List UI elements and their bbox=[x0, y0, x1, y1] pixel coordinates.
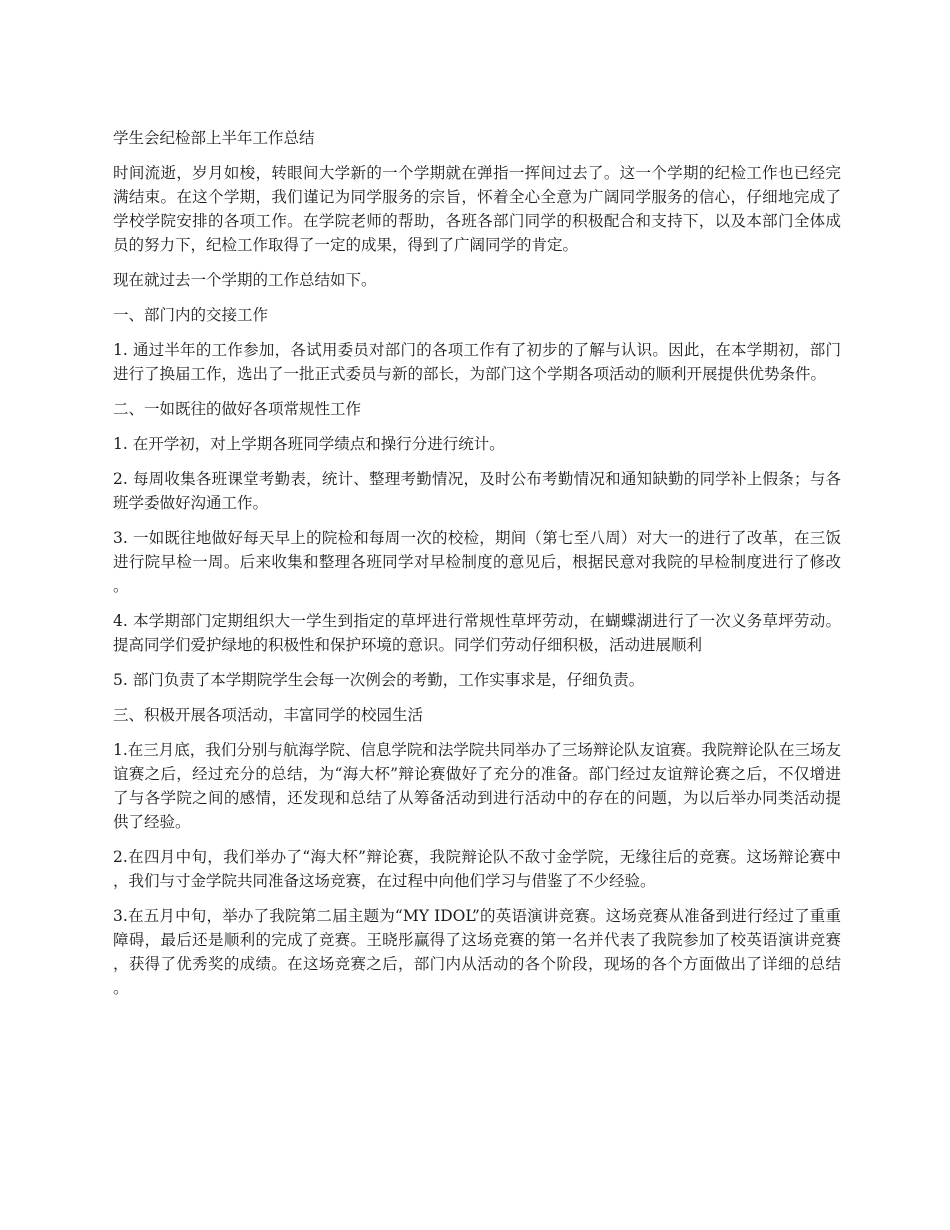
list-item: 1. 通过半年的工作参加，各试用委员对部门的各项工作有了初步的了解与认识。因此，在本学期初，部门进行了换届工作，选出了一批正式委员与新的部长，为部门这个学期各项活动的顺利开展提供优势条件。 bbox=[113, 341, 841, 383]
paragraph-summary-lead: 现在就过去一个学期的工作总结如下。 bbox=[113, 271, 377, 289]
list-item: 1.在三月底，我们分别与航海学院、信息学院和法学院共同举办了三场辩论队友谊赛。我院辩论队在三场友谊赛之后，经过充分的总结，为“海大杯”辩论赛做好了充分的准备。部门经过友谊辩论赛之后，不仅增进了与各学院之间的感情，还发现和总结了从筹备活动到进行活动中的存在的问题，为以后举办同类活动提供了经验。 bbox=[113, 741, 841, 831]
list-item: 2. 每周收集各班课堂考勤表，统计、整理考勤情况，及时公布考勤情况和通知缺勤的同学补上假条；与各班学委做好沟通工作。 bbox=[113, 470, 841, 512]
document-title: 学生会纪检部上半年工作总结 bbox=[113, 129, 315, 147]
document-body bbox=[113, 126, 841, 1011]
list-item: 1. 在开学初，对上学期各班同学绩点和操行分进行统计。 bbox=[113, 435, 505, 453]
list-item: 4. 本学期部门定期组织大一学生到指定的草坪进行常规性草坪劳动，在蝴蝶湖进行了一次义务草坪劳动。提高同学们爱护绿地的积极性和保护环境的意识。同学们劳动仔细积极，活动进展顺利 bbox=[113, 612, 841, 654]
paragraph-intro: 时间流逝，岁月如梭，转眼间大学新的一个学期就在弹指一挥间过去了。这一个学期的纪检工作也已经完满结束。在这个学期，我们谨记为同学服务的宗旨，怀着全心全意为广阔同学服务的信心，仔细地完成了学校学院安排的各项工作。在学院老师的帮助，各班各部门同学的积极配合和支持下，以及本部门全体成员的努力下，纪检工作取得了一定的成果，得到了广阔同学的肯定。 bbox=[113, 164, 841, 254]
section-heading-2: 二、一如既往的做好各项常规性工作 bbox=[113, 400, 362, 418]
list-item: 3.在五月中旬，举办了我院第二届主题为“MY IDOL”的英语演讲竞赛。这场竞赛从准备到进行经过了重重障碍，最后还是顺利的完成了竞赛。王晓彤赢得了这场竞赛的第一名并代表了我院参加了校英语演讲竞赛，获得了优秀奖的成绩。在这场竞赛之后，部门内从活动的各个阶段，现场的各个方面做出了详细的总结。 bbox=[113, 907, 841, 997]
list-item: 5. 部门负责了本学期院学生会每一次例会的考勤，工作实事求是，仔细负责。 bbox=[113, 671, 645, 689]
list-item: 2.在四月中旬，我们举办了“海大杯”辩论赛，我院辩论队不敌寸金学院，无缘往后的竞赛。这场辩论赛中，我们与寸金学院共同准备这场竞赛，在过程中向他们学习与借鉴了不少经验。 bbox=[113, 848, 841, 890]
list-item: 3. 一如既往地做好每天早上的院检和每周一次的校检，期间（第七至八周）对大一的进行了改革，在三饭进行院早检一周。后来收集和整理各班同学对早检制度的意见后，根据民意对我院的早检制度进行了修改。 bbox=[113, 529, 841, 595]
section-heading-3: 三、积极开展各项活动，丰富同学的校园生活 bbox=[113, 706, 424, 724]
section-heading-1: 一、部门内的交接工作 bbox=[113, 306, 269, 324]
